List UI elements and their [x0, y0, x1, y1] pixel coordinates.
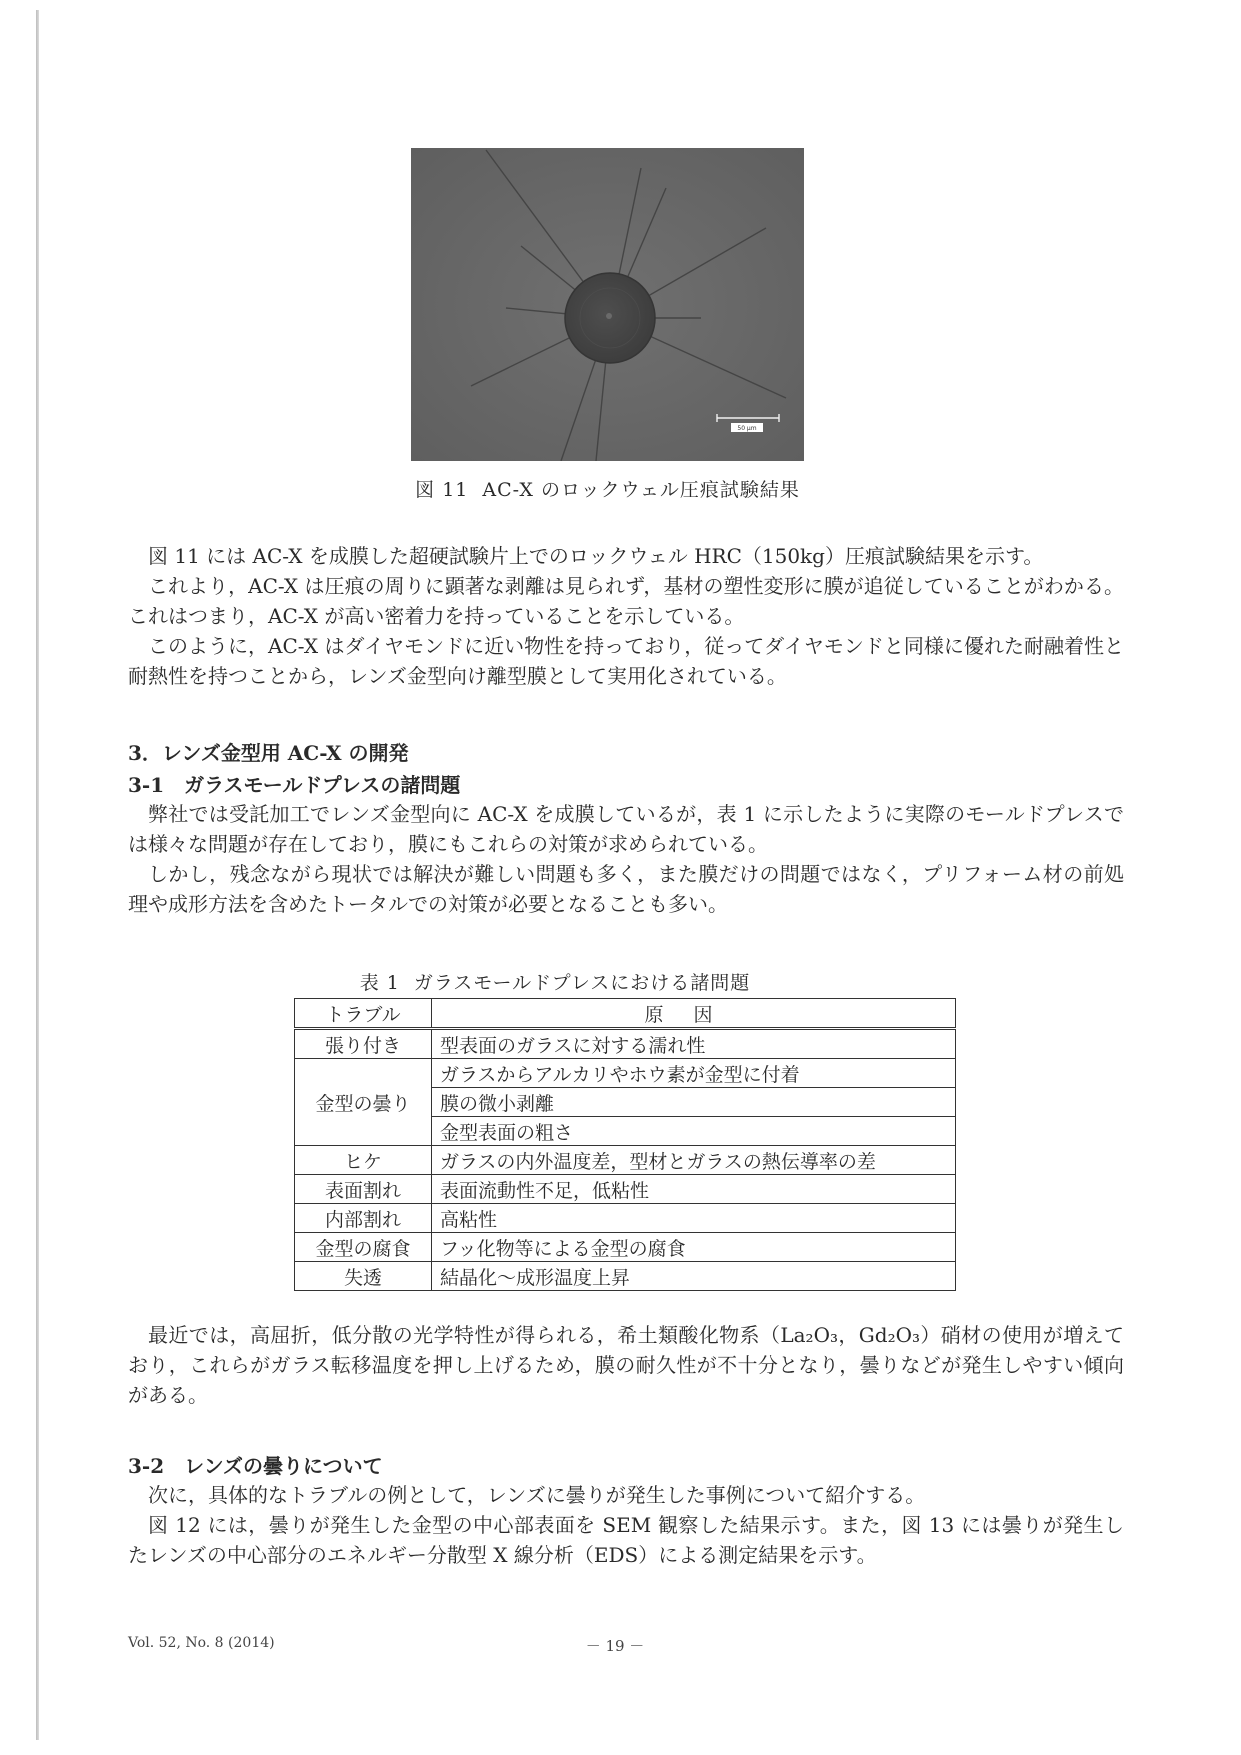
journal-footer: Vol. 52, No. 8 (2014): [128, 1635, 275, 1651]
body-section-1: [128, 541, 1124, 691]
cause-cell: フッ化物等による金型の腐食: [432, 1233, 956, 1262]
table-row: [295, 1204, 956, 1233]
body-section-2: [128, 799, 1124, 919]
cause-cell: 表面流動性不足，低粘性: [432, 1175, 956, 1204]
page-number: － 19 －: [585, 1637, 645, 1655]
paragraph: 図 12 には，曇りが発生した金型の中心部表面を SEM 観察した結果示す。また，図 13 には曇りが発生したレンズの中心部分のエネルギー分散型 X 線分析（EDS）による測定結果を示す。: [128, 1513, 1124, 1567]
figure-caption-text: AC-X のロックウェル圧痕試験結果: [482, 479, 800, 501]
glass-mold-issues-table: [294, 998, 956, 1291]
table-caption-text: ガラスモールドプレスにおける諸問題: [413, 972, 751, 994]
binding-shadow: [36, 10, 39, 1740]
table-row: [295, 1146, 956, 1175]
paragraph: 図 11 には AC-X を成膜した超硬試験片上でのロックウェル HRC（150kg）圧痕試験結果を示す。: [148, 544, 1044, 568]
cause-cell: 膜の微小剥離: [432, 1088, 956, 1117]
paragraph: 弊社では受託加工でレンズ金型向に AC-X を成膜しているが，表 1 に示したように実際のモールドプレスでは様々な問題が存在しており，膜にもこれらの対策が求められている。: [128, 802, 1124, 856]
cause-cell: ガラスの内外温度差，型材とガラスの熱伝導率の差: [432, 1146, 956, 1175]
indentation-micrograph: [411, 148, 804, 461]
paragraph: 最近では，高屈折，低分散の光学特性が得られる，希土類酸化物系（La₂O₃，Gd₂O₃）硝材の使用が増えており，これらがガラス転移温度を押し上げるため，膜の耐久性が不十分となり，曇りなどが発生しやすい傾向がある。: [128, 1323, 1124, 1407]
scale-label: 50 µm: [737, 425, 757, 432]
cause-cell: 型表面のガラスに対する濡れ性: [432, 1029, 956, 1059]
table-row: [295, 1029, 956, 1059]
cause-cell: ガラスからアルカリやホウ素が金型に付着: [432, 1059, 956, 1088]
paragraph: 次に，具体的なトラブルの例として，レンズに曇りが発生した事例について紹介する。: [148, 1483, 926, 1507]
trouble-cell: 張り付き: [295, 1029, 432, 1059]
table-row: [295, 1059, 956, 1088]
trouble-cell: ヒケ: [295, 1146, 432, 1175]
paragraph: このように，AC-X はダイヤモンドに近い物性を持っており，従ってダイヤモンドと同様に優れた耐融着性と耐熱性を持つことから，レンズ金型向け離型膜として実用化されている。: [128, 634, 1124, 688]
body-section-4: [128, 1480, 1124, 1570]
figure-caption: [0, 475, 1215, 502]
header-trouble: トラブル: [295, 999, 432, 1029]
section-heading-3-1: 3-1 ガラスモールドプレスの諸問題: [128, 773, 461, 797]
trouble-cell: 金型の曇り: [295, 1059, 432, 1146]
table-row: [295, 1262, 956, 1291]
table-number: 表 1: [359, 972, 400, 994]
table-row: [295, 1233, 956, 1262]
header-cause: 原因: [432, 999, 956, 1029]
cause-cell: 金型表面の粗さ: [432, 1117, 956, 1146]
trouble-cell: 金型の腐食: [295, 1233, 432, 1262]
paragraph: これより，AC-X は圧痕の周りに顕著な剥離は見られず，基材の塑性変形に膜が追従していることがわかる。これはつまり，AC-X が高い密着力を持っていることを示している。: [128, 574, 1124, 628]
body-section-3: [128, 1320, 1124, 1410]
cause-cell: 結晶化～成形温度上昇: [432, 1262, 956, 1291]
section-heading-3-2: 3-2 レンズの曇りについて: [128, 1454, 383, 1478]
table-header-row: [295, 999, 956, 1029]
trouble-cell: 内部割れ: [295, 1204, 432, 1233]
trouble-cell: 表面割れ: [295, 1175, 432, 1204]
cause-cell: 高粘性: [432, 1204, 956, 1233]
table-row: [295, 1175, 956, 1204]
table-caption: [0, 968, 1110, 995]
section-heading-3: 3．レンズ金型用 AC-X の開発: [128, 741, 409, 765]
paragraph: しかし，残念ながら現状では解決が難しい問題も多く，また膜だけの問題ではなく，プリフォーム材の前処理や成形方法を含めたトータルでの対策が必要となることも多い。: [128, 862, 1124, 916]
figure-number: 図 11: [415, 479, 469, 501]
trouble-cell: 失透: [295, 1262, 432, 1291]
